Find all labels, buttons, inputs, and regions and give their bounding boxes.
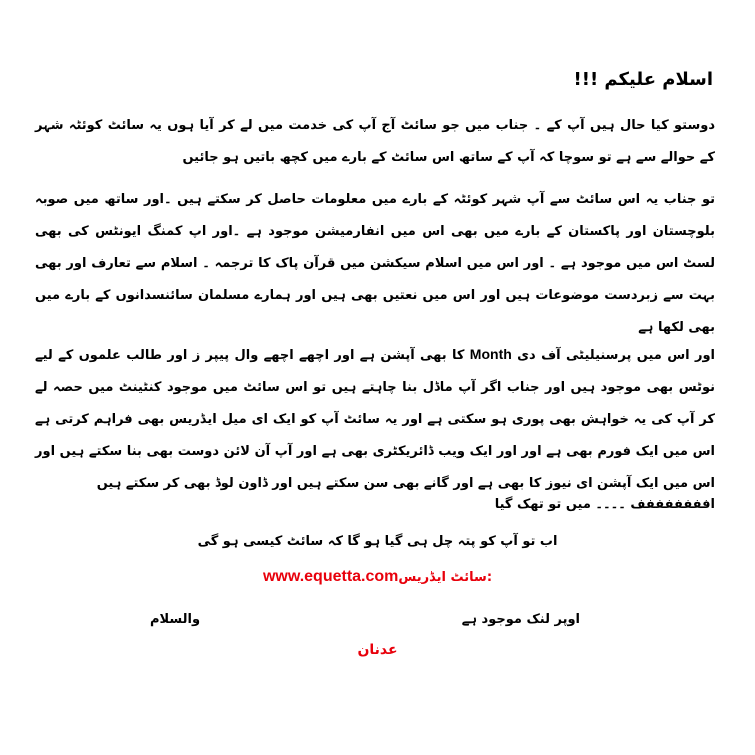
- greeting-heading: اسلام علیکم !!!: [573, 69, 713, 90]
- intro-paragraph: دوستو کیا حال ہیں آپ کے ۔ جناب میں جو سائٹ آج آپ کی خدمت میں لے کر آیا ہوں یہ سائٹ کوئٹہ شہر کے حوالے سے ہے تو سوچا کہ آپ کے ساتھ اس سائٹ کے بارے میں کچھ باتیں ہو جائیں: [35, 118, 715, 165]
- paragraph-text-end: کا بھی آپشن ہے اور اچھے اچھے وال پیپر ز اور طالب علموں کے لیے نوٹس بھی موجود ہیں اور جناب اگر آپ ماڈل بنا چاہتے ہیں تو اس سائٹ میں موجود کنٹینٹ میں حصہ لے کر آپ کی یہ خواہش بھی پوری ہو سکتی ہے اور یہ سائٹ آپ کو ایک ای میل ایڈریس بھی فراہم کرتی ہے اس میں ایک فورم بھی ہے اور اور ایک ویب ڈائریکٹری بھی ہے اور آپ آن لائن دوست بھی بنا سکتے ہیں اور اس میں ایک آپشن ای نیوز کا بھی ہے اور گانے بھی سن سکتے ہیں اور ڈاون لوڈ بھی کر سکتے ہیں: [35, 348, 715, 491]
- tired-remark: افففففففف ۔۔۔۔ میں تو تھک گیا: [494, 497, 715, 512]
- features-paragraph: تو جناب یہ اس سائٹ سے آپ شہر کوئٹہ کے بارے میں معلومات حاصل کر سکتے ہیں ۔اور ساتھ میں صوبہ بلوچستان اور پاکستان کے بارے میں بھی اس میں انفارمیشن موجود ہے ۔اور اپ کمنگ ایونٹس کی بھی لسٹ اس میں موجود ہے ۔ اور اس میں اسلام سیکشن میں قرآن پاک کا ترجمہ ۔ اسلام سے تعارف اور بھی بہت سے زبردست موضوعات ہیں اور اس میں نعتیں بھی ہیں اور ہمارے مسلمان سائنسدانوں کے بارے میں بھی لکھا ہے: [35, 192, 715, 335]
- link-note: اوپر لنک موجود ہے: [461, 612, 580, 627]
- farewell-text: والسلام: [150, 612, 201, 627]
- author-signature: عدنان: [357, 642, 398, 658]
- site-address-line: [0, 562, 755, 593]
- more-features-paragraph: [35, 338, 715, 500]
- closing-line: اب تو آپ کو پتہ چل ہی گیا ہو گا کہ سائٹ کیسی ہو گی: [197, 534, 558, 549]
- month-word: Month: [469, 346, 512, 362]
- paragraph-text-start: اور اس میں پرسنیلیٹی آف دی: [517, 348, 715, 363]
- site-address-label: :سائٹ ایڈریس: [398, 570, 493, 585]
- site-address-link[interactable]: www.equetta.com: [262, 568, 399, 585]
